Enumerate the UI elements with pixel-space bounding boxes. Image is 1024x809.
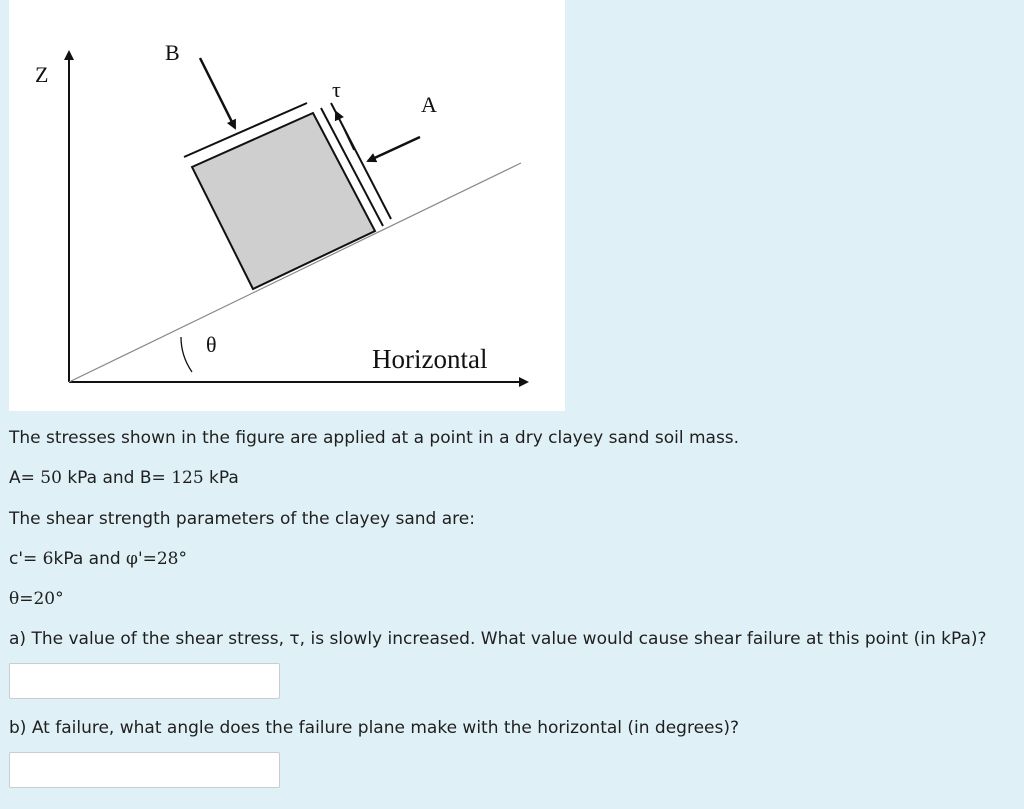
c-value: 6	[42, 549, 54, 569]
soil-element-block	[192, 113, 375, 289]
b-arrow	[200, 58, 235, 128]
b-value: 125	[171, 468, 204, 488]
a-arrow	[368, 137, 420, 161]
stress-values	[9, 468, 239, 488]
c-prefix: c'=	[9, 549, 43, 569]
part-a-question: a) The value of the shear stress, τ, is slowly increased. What value would cause shear failure at this point (in kPa)?	[9, 629, 987, 649]
horizontal-label: Horizontal	[372, 344, 488, 374]
stress-figure	[9, 0, 565, 411]
a-value: 50	[40, 468, 62, 488]
stress-mid-text: kPa and B=	[61, 468, 172, 488]
stress-diagram	[9, 0, 565, 411]
theta-value: θ=20°	[9, 589, 64, 609]
b-label: B	[165, 40, 180, 65]
z-axis-label: Z	[35, 62, 49, 87]
theta-label: θ	[206, 332, 217, 357]
c-unit: kPa and	[53, 549, 127, 569]
stress-suffix: kPa	[203, 468, 239, 488]
strength-params	[9, 549, 187, 569]
a-label: A	[421, 92, 437, 117]
tau-label: τ	[332, 77, 341, 102]
phi-value: φ'=28°	[126, 549, 187, 569]
tau-arrow	[336, 112, 354, 150]
part-b-question: b) At failure, what angle does the failure plane make with the horizontal (in degrees)?	[9, 718, 740, 738]
theta-arc	[181, 337, 192, 372]
part-a-answer-input[interactable]	[9, 663, 280, 699]
a-prefix: A=	[9, 468, 41, 488]
params-intro: The shear strength parameters of the clayey sand are:	[9, 509, 475, 529]
part-b-answer-input[interactable]	[9, 752, 280, 788]
question-intro: The stresses shown in the figure are applied at a point in a dry clayey sand soil mass.	[9, 428, 740, 448]
